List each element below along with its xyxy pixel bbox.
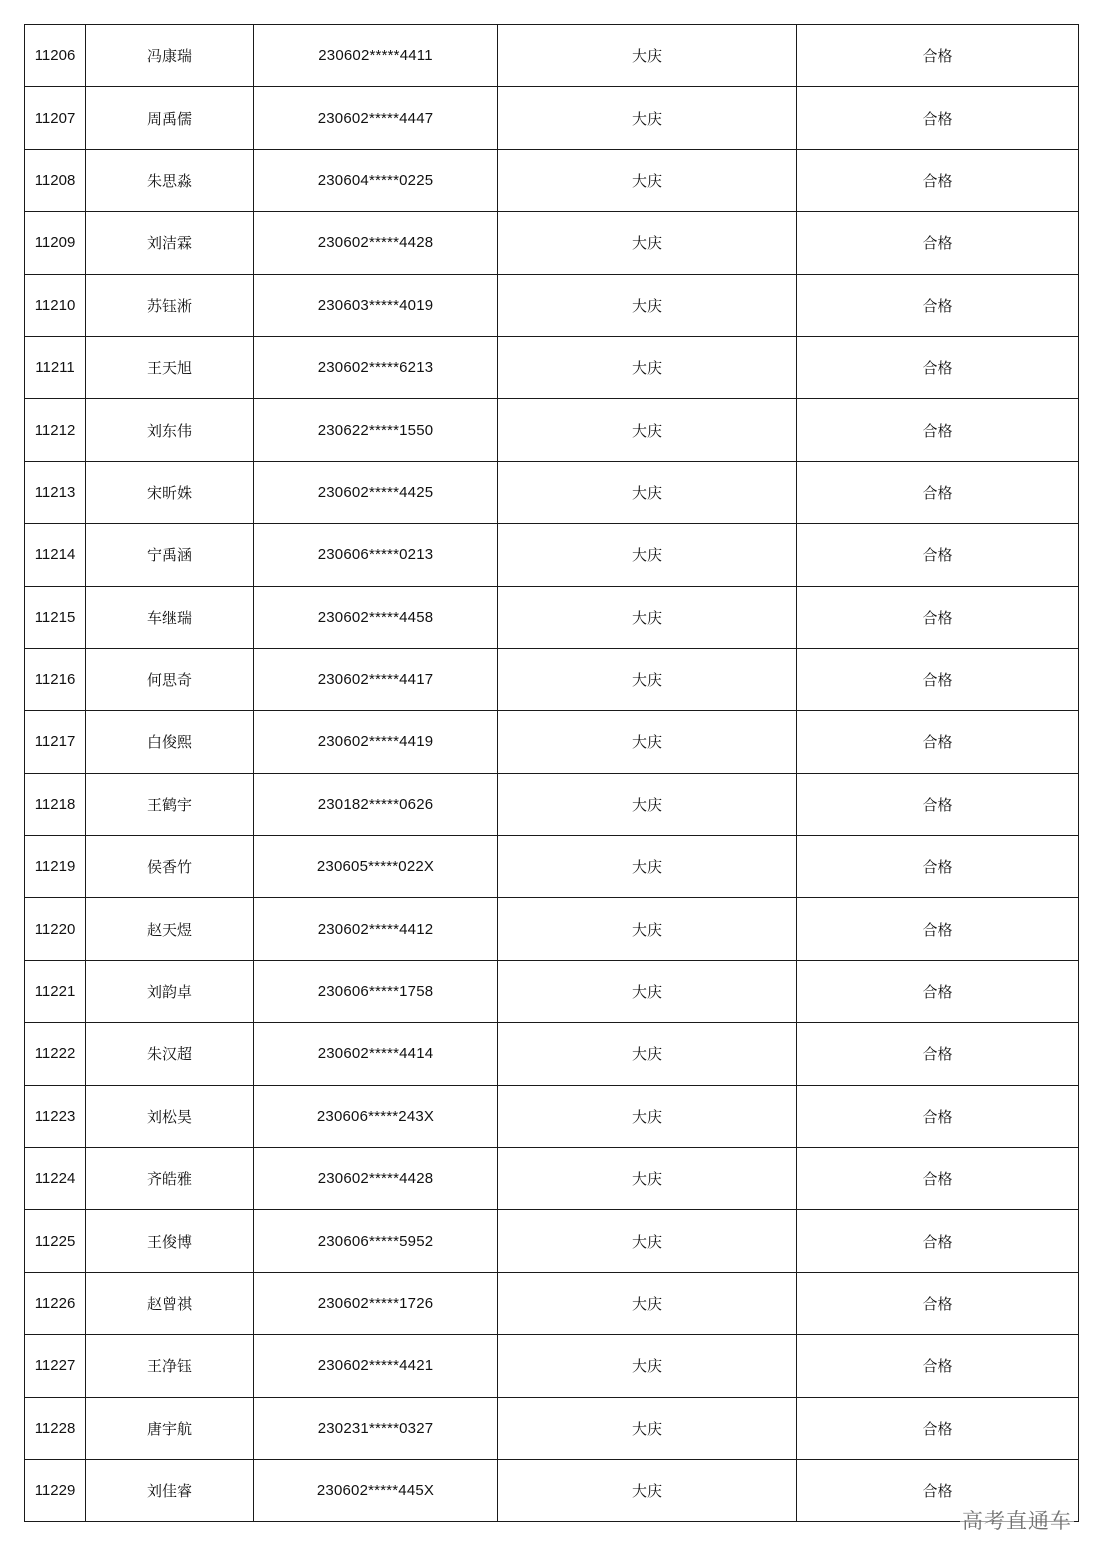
cell-id-number: 230182*****0626 [254,773,498,835]
cell-name: 王天旭 [86,336,254,398]
table-row [25,1272,1079,1334]
table-row [25,836,1079,898]
cell-name: 王净钰 [86,1335,254,1397]
cell-name: 王俊博 [86,1210,254,1272]
cell-city: 大庆 [498,1023,797,1085]
cell-number: 11218 [25,773,86,835]
cell-name: 刘松昊 [86,1085,254,1147]
cell-id-number: 230606*****243X [254,1085,498,1147]
table-row [25,87,1079,149]
cell-id-number: 230602*****4421 [254,1335,498,1397]
cell-result: 合格 [797,336,1079,398]
cell-result: 合格 [797,1272,1079,1334]
cell-number: 11220 [25,898,86,960]
cell-id-number: 230622*****1550 [254,399,498,461]
cell-name: 车继瑞 [86,586,254,648]
table-row [25,149,1079,211]
table-row [25,1335,1079,1397]
cell-result: 合格 [797,773,1079,835]
cell-number: 11224 [25,1148,86,1210]
table-row [25,648,1079,710]
cell-id-number: 230602*****4425 [254,461,498,523]
table-row [25,960,1079,1022]
table-row [25,461,1079,523]
cell-number: 11223 [25,1085,86,1147]
cell-name: 赵天煜 [86,898,254,960]
cell-id-number: 230604*****0225 [254,149,498,211]
cell-name: 苏钰淅 [86,274,254,336]
watermark: 高考直通车 [960,1505,1074,1535]
cell-name: 侯香竹 [86,836,254,898]
cell-number: 11225 [25,1210,86,1272]
cell-city: 大庆 [498,1335,797,1397]
cell-city: 大庆 [498,25,797,87]
cell-name: 王鹤宇 [86,773,254,835]
cell-number: 11207 [25,87,86,149]
cell-name: 朱汉超 [86,1023,254,1085]
cell-name: 宋昕姝 [86,461,254,523]
cell-name: 刘佳睿 [86,1459,254,1521]
cell-number: 11228 [25,1397,86,1459]
cell-number: 11212 [25,399,86,461]
cell-city: 大庆 [498,1210,797,1272]
cell-id-number: 230603*****4019 [254,274,498,336]
cell-result: 合格 [797,898,1079,960]
cell-result: 合格 [797,399,1079,461]
cell-id-number: 230231*****0327 [254,1397,498,1459]
cell-id-number: 230602*****4447 [254,87,498,149]
cell-result: 合格 [797,960,1079,1022]
cell-id-number: 230606*****1758 [254,960,498,1022]
table-row [25,274,1079,336]
cell-result: 合格 [797,836,1079,898]
cell-result: 合格 [797,524,1079,586]
cell-result: 合格 [797,1085,1079,1147]
cell-number: 11211 [25,336,86,398]
cell-result: 合格 [797,461,1079,523]
table-row [25,1210,1079,1272]
cell-number: 11206 [25,25,86,87]
cell-city: 大庆 [498,898,797,960]
table-row [25,399,1079,461]
table-row [25,1148,1079,1210]
cell-name: 周禹儒 [86,87,254,149]
cell-city: 大庆 [498,149,797,211]
cell-number: 11214 [25,524,86,586]
roster-table [24,24,1079,1522]
cell-result: 合格 [797,1210,1079,1272]
cell-name: 何思奇 [86,648,254,710]
cell-id-number: 230602*****445X [254,1459,498,1521]
cell-city: 大庆 [498,212,797,274]
table-row [25,586,1079,648]
cell-name: 刘东伟 [86,399,254,461]
table-row [25,1459,1079,1521]
document-page [24,24,1077,1522]
cell-id-number: 230606*****5952 [254,1210,498,1272]
cell-id-number: 230602*****4419 [254,711,498,773]
cell-result: 合格 [797,149,1079,211]
table-row [25,25,1079,87]
cell-city: 大庆 [498,274,797,336]
cell-number: 11222 [25,1023,86,1085]
cell-id-number: 230605*****022X [254,836,498,898]
cell-result: 合格 [797,1148,1079,1210]
cell-name: 朱思淼 [86,149,254,211]
table-row [25,1085,1079,1147]
cell-city: 大庆 [498,1397,797,1459]
cell-city: 大庆 [498,1272,797,1334]
cell-city: 大庆 [498,524,797,586]
cell-result: 合格 [797,711,1079,773]
table-row [25,524,1079,586]
cell-id-number: 230602*****4412 [254,898,498,960]
cell-city: 大庆 [498,87,797,149]
cell-number: 11217 [25,711,86,773]
cell-result: 合格 [797,586,1079,648]
table-row [25,773,1079,835]
cell-result: 合格 [797,1023,1079,1085]
cell-name: 唐宇航 [86,1397,254,1459]
cell-number: 11221 [25,960,86,1022]
cell-result: 合格 [797,1335,1079,1397]
cell-id-number: 230602*****4428 [254,212,498,274]
cell-city: 大庆 [498,336,797,398]
cell-name: 刘韵卓 [86,960,254,1022]
cell-name: 白俊熙 [86,711,254,773]
cell-number: 11219 [25,836,86,898]
cell-number: 11215 [25,586,86,648]
cell-city: 大庆 [498,461,797,523]
cell-city: 大庆 [498,773,797,835]
cell-id-number: 230602*****4417 [254,648,498,710]
cell-result: 合格 [797,648,1079,710]
cell-id-number: 230606*****0213 [254,524,498,586]
cell-city: 大庆 [498,586,797,648]
cell-city: 大庆 [498,1148,797,1210]
cell-id-number: 230602*****4414 [254,1023,498,1085]
table-row [25,212,1079,274]
table-row [25,336,1079,398]
cell-number: 11216 [25,648,86,710]
cell-city: 大庆 [498,1459,797,1521]
cell-number: 11227 [25,1335,86,1397]
cell-result: 合格 [797,1459,1079,1521]
cell-id-number: 230602*****4428 [254,1148,498,1210]
cell-number: 11208 [25,149,86,211]
cell-id-number: 230602*****4458 [254,586,498,648]
cell-city: 大庆 [498,648,797,710]
table-row [25,898,1079,960]
cell-result: 合格 [797,87,1079,149]
cell-city: 大庆 [498,836,797,898]
cell-name: 刘洁霖 [86,212,254,274]
table-row [25,1397,1079,1459]
cell-number: 11226 [25,1272,86,1334]
cell-id-number: 230602*****1726 [254,1272,498,1334]
cell-name: 齐皓雅 [86,1148,254,1210]
cell-name: 冯康瑞 [86,25,254,87]
cell-name: 赵曾祺 [86,1272,254,1334]
cell-city: 大庆 [498,960,797,1022]
table-row [25,711,1079,773]
cell-number: 11209 [25,212,86,274]
cell-result: 合格 [797,25,1079,87]
cell-city: 大庆 [498,399,797,461]
cell-id-number: 230602*****6213 [254,336,498,398]
roster-table-body [25,25,1079,1522]
cell-city: 大庆 [498,711,797,773]
cell-result: 合格 [797,1397,1079,1459]
cell-id-number: 230602*****4411 [254,25,498,87]
cell-result: 合格 [797,274,1079,336]
cell-number: 11213 [25,461,86,523]
cell-result: 合格 [797,212,1079,274]
cell-city: 大庆 [498,1085,797,1147]
table-row [25,1023,1079,1085]
cell-number: 11229 [25,1459,86,1521]
cell-number: 11210 [25,274,86,336]
cell-name: 宁禹涵 [86,524,254,586]
